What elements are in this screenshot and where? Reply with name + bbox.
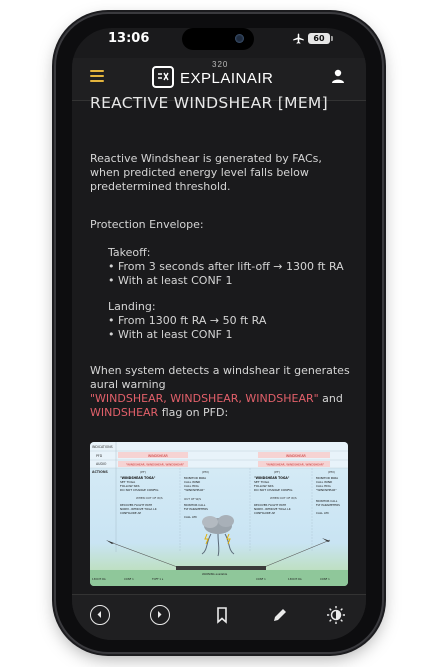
page-title: REACTIVE WINDSHEAR [MEM] (90, 94, 328, 112)
left-pf-label: (PF) (140, 470, 146, 474)
airplane-mode-icon (292, 33, 305, 45)
takeoff-heading: Takeoff: (108, 246, 151, 259)
right-action-line: DO NOT CHANGE CONFIG (254, 488, 293, 492)
aural-warning-text: "WINDSHEAR, WINDSHEAR, WINDSHEAR" (90, 392, 319, 405)
bottom-left-ra: 1300 ft RA (92, 578, 106, 581)
battery-tip (331, 36, 333, 41)
edit-button[interactable] (270, 605, 292, 627)
bottom-right-conf: CONF 1 (256, 578, 266, 581)
user-icon[interactable] (330, 68, 346, 84)
envelope-heading: Protection Envelope: (90, 218, 204, 231)
bottom-nav-bar (72, 594, 366, 640)
left-out-of-ws: WHEN OUT OF W/S (136, 496, 163, 500)
forward-icon (150, 605, 170, 625)
left-out-of-speed: OUT OF W/S (184, 497, 202, 501)
right-audio-text: "WINDSHEAR, WINDSHEAR, WINDSHEAR" (266, 462, 325, 467)
right-out-of-ws: WHEN OUT OF W/S (270, 496, 297, 500)
status-time: 13:06 (108, 31, 150, 46)
left-recovery-line: CONFIGURE AP (120, 511, 142, 515)
takeoff-item: • From 3 seconds after lift-off → 1300 ft RA (108, 260, 344, 273)
right-recovery-line: CONFIGURE AP (254, 511, 276, 515)
bottom-right-ra: 1300 ft RA (288, 578, 302, 581)
runway (176, 566, 266, 570)
right-pm-line: "WINDSHEAR" (316, 488, 337, 492)
logo-superscript: 320 (212, 60, 229, 69)
left-pm-line: CALL HDG (184, 484, 199, 488)
warning-line-2: aural warning (90, 378, 166, 391)
back-button[interactable] (90, 605, 112, 627)
right-monitor-line: FLT PARAMETERS (316, 503, 340, 507)
landing-item: • With at least CONF 1 (108, 328, 233, 341)
bookmark-button[interactable] (212, 605, 234, 627)
left-recovery-line: RECOVER FLIGHT PATH (120, 503, 153, 507)
flight-path-line (110, 540, 330, 568)
right-pm-line: CALL HDG (316, 484, 331, 488)
left-audio-text: "WINDSHEAR, WINDSHEAR, WINDSHEAR" (126, 462, 185, 467)
back-icon (90, 605, 110, 625)
left-monitor-line: MONITOR CALL (184, 503, 206, 507)
bottom-left-conf: CONF 1 (124, 578, 134, 581)
flag-on-pfd-text: flag on PFD: (158, 406, 229, 419)
windshear-flag-text: WINDSHEAR (90, 406, 159, 419)
bottom-right-conf-2: CONF 1 (320, 578, 330, 581)
left-action-title: "WINDSHEAR TOGA" (120, 476, 156, 480)
right-pf-label: (PF) (274, 470, 280, 474)
dynamic-island (182, 28, 254, 50)
warning-line-3 (90, 392, 343, 406)
right-action-line: FOLLOW SRS (254, 484, 274, 488)
left-monitor-line: FLT PARAMETERS (184, 507, 208, 511)
right-pm-label: (PM) (328, 470, 335, 474)
left-action-line: DO NOT CHANGE CONFIG (120, 488, 159, 492)
right-action-line: SET TOGA (254, 480, 270, 484)
brightness-button[interactable] (326, 605, 348, 627)
row-label-pfd: PFD (96, 454, 103, 458)
forward-button[interactable] (150, 605, 172, 627)
takeoff-item: • With at least CONF 1 (108, 274, 233, 287)
app-logo-text: EXPLAINAIR (180, 70, 274, 87)
right-recovery-line: RECOVER FLIGHT PATH (254, 503, 287, 507)
right-pm-line: MONITOR PARA (316, 476, 339, 480)
right-monitor-line: CALL ATC (316, 511, 330, 515)
left-recovery-line: NORM - REMOVE TOGA LK (120, 507, 157, 511)
bottom-warning-available: WARNING available (202, 573, 228, 576)
row-label-actions: ACTIONS (92, 470, 108, 474)
row-label-audio: AUDIO (96, 462, 107, 466)
intro-line-1: Reactive Windshear is generated by FACs, (90, 152, 322, 165)
brightness-icon (326, 605, 346, 625)
left-pm-line: CALL WIND (184, 480, 201, 484)
left-monitor-line: CALL ATC (184, 515, 198, 519)
warning-line-4 (90, 406, 228, 420)
left-pm-line: "WINDSHEAR" (184, 488, 205, 492)
right-recovery-line: NORM - REMOVE TOGA LK (254, 507, 291, 511)
left-pm-label: (PM) (202, 470, 209, 474)
power-button (382, 172, 386, 242)
camera-icon (235, 34, 244, 43)
bookmark-icon (212, 605, 232, 625)
intro-line-3: predetermined threshold. (90, 180, 231, 193)
landing-item: • From 1300 ft RA → 50 ft RA (108, 314, 267, 327)
right-monitor-line: MONITOR CALL (316, 499, 338, 503)
left-action-line: FOLLOW SRS (120, 484, 140, 488)
windshear-diagram (90, 442, 348, 586)
left-action-line: SET TOGA (120, 480, 136, 484)
warning-line-1: When system detects a windshear it generates (90, 364, 350, 377)
bottom-toff-label: TOFF 1 s (152, 578, 164, 581)
right-pfd-flag: WINDSHEAR (286, 454, 306, 458)
left-pfd-flag: WINDSHEAR (148, 454, 168, 458)
app-logo-icon (152, 66, 174, 88)
right-action-title: "WINDSHEAR TOGA" (254, 476, 290, 480)
right-pm-line: CALL WIND (316, 480, 333, 484)
edit-pencil-icon (270, 605, 290, 625)
storm-cloud-icon (202, 515, 234, 556)
left-pm-line: MONITOR PARA (184, 476, 207, 480)
warning-and-text: and (318, 392, 343, 405)
status-bar (72, 28, 366, 58)
row-label-indications: INDICATIONS (92, 445, 113, 449)
intro-line-2: when predicted energy level falls below (90, 166, 309, 179)
battery-icon: 60 (308, 33, 330, 44)
hamburger-menu-icon[interactable] (90, 70, 104, 82)
landing-heading: Landing: (108, 300, 156, 313)
